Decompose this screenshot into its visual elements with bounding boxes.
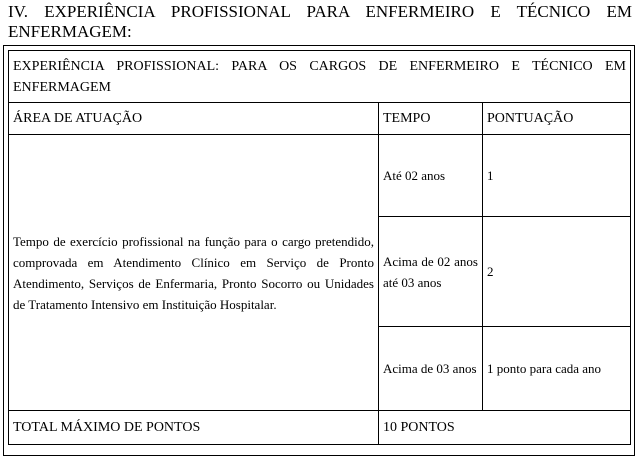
header-row (9, 103, 631, 135)
total-value: 10 PONTOS (379, 411, 631, 445)
area-description: Tempo de exercício profissional na função para o cargo pretendido, comprovada em Atendimento Clínico em Serviço de Pronto Atendimento, Serviços de Enfermaria, Pronto Socorro ou Unidades de Tratamento Intensivo em Instituição Hospitalar. (9, 135, 379, 411)
header-tempo: TEMPO (379, 103, 483, 135)
tempo-cell: Até 02 anos (379, 135, 483, 217)
experience-table (8, 50, 631, 445)
header-pontuacao: PONTUAÇÃO (483, 103, 631, 135)
tempo-cell: Acima de 03 anos (379, 327, 483, 411)
pontuacao-cell: 1 (483, 135, 631, 217)
header-area: ÁREA DE ATUAÇÃO (9, 103, 379, 135)
tempo-cell: Acima de 02 anos até 03 anos (379, 217, 483, 327)
pontuacao-cell: 2 (483, 217, 631, 327)
table-title: EXPERIÊNCIA PROFISSIONAL: PARA OS CARGOS DE ENFERMEIRO E TÉCNICO EM ENFERMAGEM (9, 51, 631, 103)
total-label: TOTAL MÁXIMO DE PONTOS (9, 411, 379, 445)
table-row (9, 135, 631, 217)
section-heading: IV. EXPERIÊNCIA PROFISSIONAL PARA ENFERMEIRO E TÉCNICO EM ENFERMAGEM: (8, 2, 632, 41)
total-row (9, 411, 631, 445)
pontuacao-cell: 1 ponto para cada ano (483, 327, 631, 411)
